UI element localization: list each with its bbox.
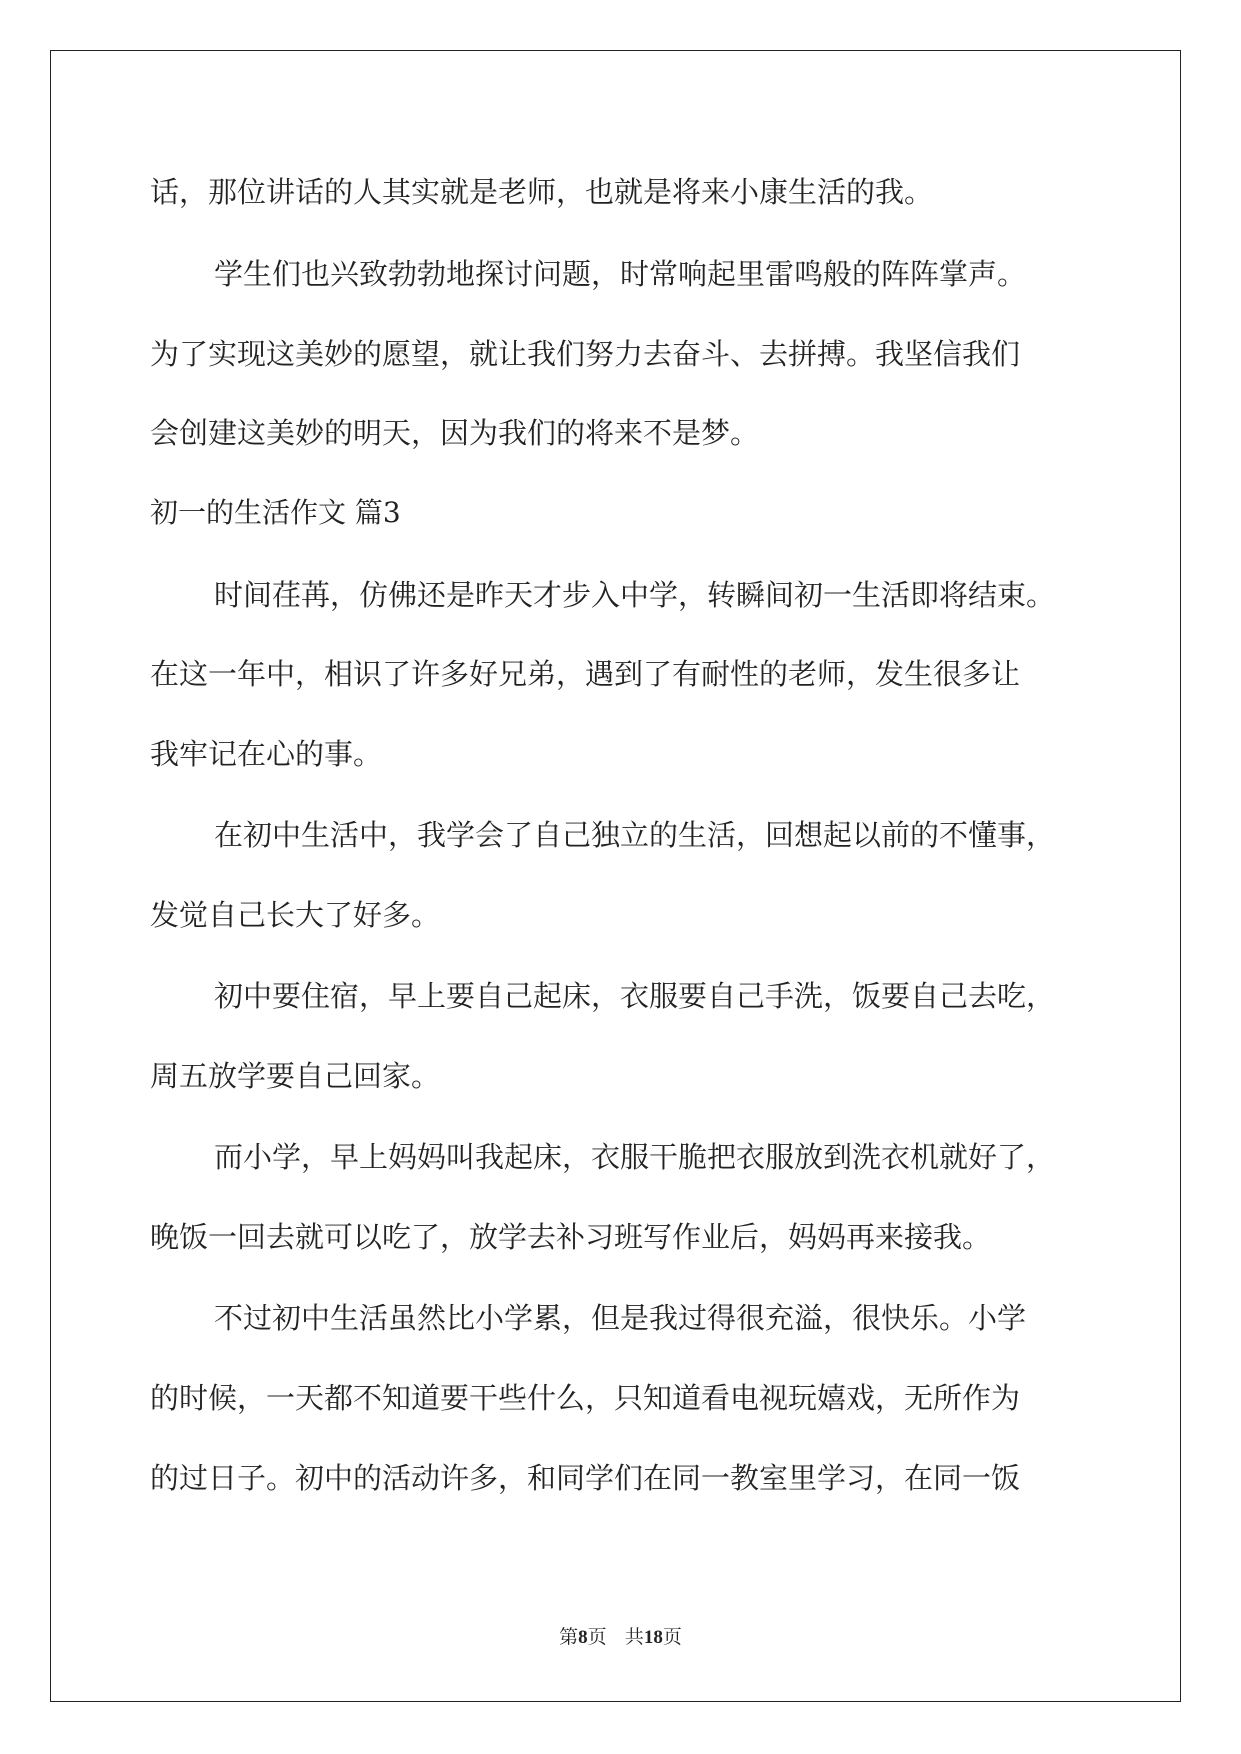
text-line: 在初中生活中，我学会了自己独立的生活，回想起以前的不懂事， bbox=[214, 818, 1056, 852]
text-line: 而小学，早上妈妈叫我起床，衣服干脆把衣服放到洗衣机就好了， bbox=[214, 1140, 1056, 1174]
page-number: 8 bbox=[578, 1627, 588, 1648]
text-line: 的过日子。初中的活动许多，和同学们在同一教室里学习，在同一饭 bbox=[150, 1461, 1021, 1495]
text-line: 在这一年中，相识了许多好兄弟，遇到了有耐性的老师，发生很多让 bbox=[150, 657, 1021, 691]
text-line: 话，那位讲话的人其实就是老师，也就是将来小康生活的我。 bbox=[150, 175, 934, 209]
page-footer bbox=[0, 1622, 1241, 1649]
text-line: 周五放学要自己回家。 bbox=[150, 1059, 441, 1093]
total-suffix: 页 bbox=[662, 1626, 682, 1648]
text-line: 我牢记在心的事。 bbox=[150, 737, 383, 771]
page-border bbox=[50, 50, 1181, 1702]
total-prefix: 共 bbox=[624, 1626, 644, 1648]
text-line: 时间荏苒，仿佛还是昨天才步入中学，转瞬间初一生活即将结束。 bbox=[214, 578, 1056, 612]
text-line: 晚饭一回去就可以吃了，放学去补习班写作业后，妈妈再来接我。 bbox=[150, 1220, 992, 1254]
text-line: 学生们也兴致勃勃地探讨问题，时常响起里雷鸣般的阵阵掌声。 bbox=[214, 257, 1027, 291]
section-heading: 初一的生活作文 篇3 bbox=[150, 496, 401, 529]
text-line: 会创建这美妙的明天，因为我们的将来不是梦。 bbox=[150, 416, 760, 450]
total-pages: 18 bbox=[643, 1627, 663, 1648]
text-line: 的时候，一天都不知道要干些什么，只知道看电视玩嬉戏，无所作为 bbox=[150, 1381, 1021, 1415]
text-line: 发觉自己长大了好多。 bbox=[150, 898, 441, 932]
page-prefix: 第 bbox=[559, 1626, 579, 1648]
text-line: 初中要住宿，早上要自己起床，衣服要自己手洗，饭要自己去吃， bbox=[214, 979, 1056, 1013]
text-line: 不过初中生活虽然比小学累，但是我过得很充溢，很快乐。小学 bbox=[214, 1301, 1027, 1335]
page-suffix: 页 bbox=[587, 1626, 607, 1648]
text-line: 为了实现这美妙的愿望，就让我们努力去奋斗、去拼搏。我坚信我们 bbox=[150, 337, 1021, 371]
